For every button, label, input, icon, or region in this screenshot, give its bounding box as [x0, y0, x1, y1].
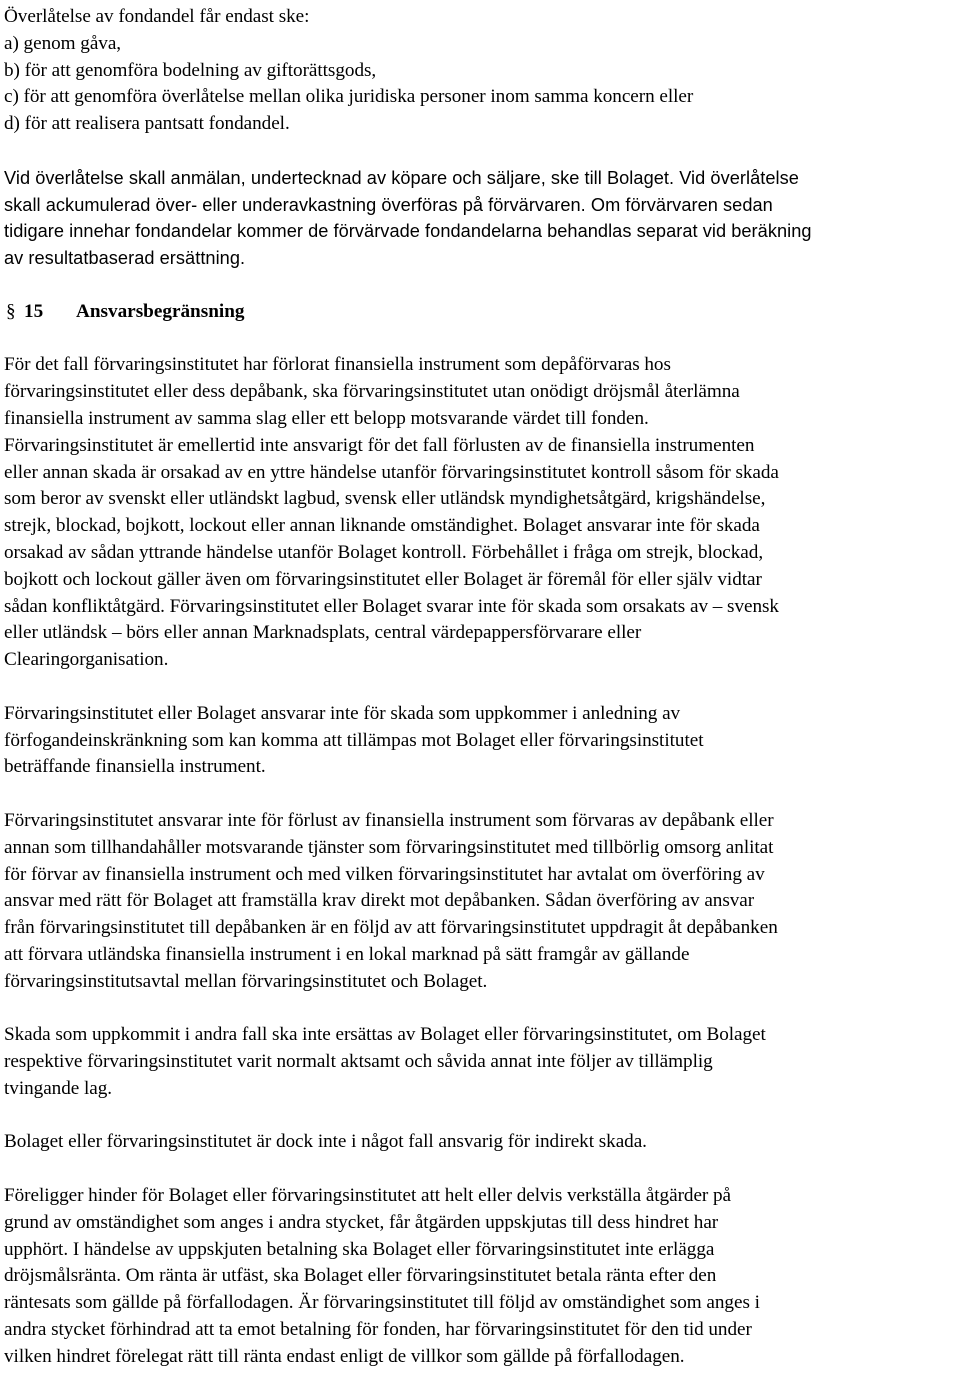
liability-paragraph-2	[4, 701, 956, 781]
paragraph-line: från förvaringsinstitutet till depåbanken är en följd av att förvaringsinstitutet uppdragit åt depåbanken	[4, 917, 778, 939]
list-item: b) för att genomföra bodelning av giftorättsgods,	[4, 59, 377, 81]
paragraph-gap	[4, 326, 956, 353]
paragraph-line: för förvar av finansiella instrument och med vilken förvaringsinstitutet har avtalat om överföring av	[4, 863, 765, 885]
section-number: 15	[24, 300, 44, 322]
paragraph-line: förvaringsinstitutet eller dess depåbank, ska förvaringsinstitutet utan onödigt dröjsmål återlämna	[4, 381, 740, 403]
paragraph-gap	[4, 1103, 956, 1130]
paragraph-line: räntesats som gällde på förfallodagen. Är förvaringsinstitutet till följd av omständighet som anges i	[4, 1292, 760, 1314]
paragraph-line: tvingande lag.	[4, 1077, 112, 1099]
paragraph-line: annan som tillhandahåller motsvarande tjänster som förvaringsinstitutet med tillbörlig omsorg anlitat	[4, 836, 774, 858]
paragraph-line: strejk, blockad, bojkott, lockout eller annan liknande omständighet. Bolaget ansvarar inte för skada	[4, 515, 760, 537]
paragraph-line: ansvar med rätt för Bolaget att framställa krav direkt mot depåbanken. Sådan överföring av ansvar	[4, 890, 755, 912]
liability-paragraph-3	[4, 808, 956, 996]
paragraph-line: tidigare innehar fondandelar kommer de förvärvade fondandelarna behandlas separat vid beräkning	[4, 221, 812, 242]
paragraph-line: Förvaringsinstitutet eller Bolaget ansvarar inte för skada som uppkommer i anledning av	[4, 702, 681, 724]
paragraph-line: Bolaget eller förvaringsinstitutet är dock inte i något fall ansvarig för indirekt skada.	[4, 1131, 647, 1153]
paragraph-line: respektive förvaringsinstitutet varit normalt aktsamt och såvida annat inte följer av tillämplig	[4, 1051, 713, 1073]
section-heading	[4, 299, 956, 326]
list-item: c) för att genomföra överlåtelse mellan olika juridiska personer inom samma koncern eller	[4, 86, 694, 108]
paragraph-gap	[4, 272, 956, 299]
paragraph-line: grund av omständighet som anges i andra stycket, får åtgärden uppskjutas till dess hindret har	[4, 1211, 719, 1233]
liability-paragraph-4	[4, 1022, 956, 1102]
paragraph-line: Clearingorganisation.	[4, 649, 169, 671]
paragraph-line: orsakad av sådan yttrande händelse utanför Bolaget kontroll. Förbehållet i fråga om strejk, blockad,	[4, 541, 764, 563]
paragraph-line: eller annan skada är orsakad av en yttre händelse utanför förvaringsinstitutet kontroll såsom för skada	[4, 461, 779, 483]
transfer-notice-paragraph	[4, 165, 956, 272]
paragraph-line: bojkott och lockout gäller även om förvaringsinstitutet eller Bolaget är föremål för eller själv vidtar	[4, 568, 762, 590]
paragraph-gap	[4, 995, 956, 1022]
paragraph-line: förfogandeinskränkning som kan komma att tillämpas mot Bolaget eller förvaringsinstitutet	[4, 729, 704, 751]
paragraph-line: sådan konfliktåtgärd. Förvaringsinstitutet eller Bolaget svarar inte för skada som orsakats av – svensk	[4, 595, 779, 617]
paragraph-line: upphört. I händelse av uppskjuten betalning ska Bolaget eller förvaringsinstitutet inte erlägga	[4, 1238, 715, 1260]
liability-paragraph-6	[4, 1183, 956, 1371]
paragraph-line: beträffande finansiella instrument.	[4, 756, 266, 778]
paragraph-line: Skada som uppkommit i andra fall ska inte ersättas av Bolaget eller förvaringsinstitutet, om Bolaget	[4, 1024, 766, 1046]
paragraph-gap	[4, 138, 956, 165]
paragraph-gap	[4, 674, 956, 701]
paragraph-line: som beror av svenskt eller utländskt lagbud, svensk eller utländsk myndighetsåtgärd, krigshändelse,	[4, 488, 766, 510]
paragraph-line: Vid överlåtelse skall anmälan, undertecknad av köpare och säljare, ske till Bolaget. Vid överlåtelse	[4, 167, 799, 188]
list-lead: Överlåtelse av fondandel får endast ske:	[4, 6, 310, 27]
paragraph-line: För det fall förvaringsinstitutet har förlorat finansiella instrument som depåförvaras hos	[4, 354, 671, 376]
paragraph-line: eller utländsk – börs eller annan Marknadsplats, central värdepappersförvarare eller	[4, 622, 642, 644]
section-symbol: §	[6, 300, 16, 322]
list-item: a) genom gåva,	[4, 32, 122, 54]
paragraph-line: vilken hindret förelegat rätt till ränta endast enligt de villkor som gällde på förfallodagen.	[4, 1345, 685, 1367]
liability-paragraph-5	[4, 1129, 956, 1156]
paragraph-line: förvaringsinstitutsavtal mellan förvaringsinstitutet och Bolaget.	[4, 970, 488, 992]
paragraph-gap	[4, 1156, 956, 1183]
paragraph-line: Förvaringsinstitutet är emellertid inte ansvarigt för det fall förlusten av de finansiella instrumenten	[4, 434, 755, 456]
paragraph-line: finansiella instrument av samma slag eller ett belopp motsvarande värdet till fonden.	[4, 407, 649, 429]
paragraph-line: dröjsmålsränta. Om ränta är utfäst, ska Bolaget eller förvaringsinstitutet betala ränta efter den	[4, 1265, 717, 1287]
paragraph-line: att förvara utländska finansiella instrument i en lokal marknad på sätt framgår av gällande	[4, 943, 690, 965]
paragraph-gap	[4, 781, 956, 808]
paragraph-line: av resultatbaserad ersättning.	[4, 248, 246, 269]
document-page	[4, 4, 956, 1371]
paragraph-line: Föreligger hinder för Bolaget eller förvaringsinstitutet att helt eller delvis verkställa åtgärder på	[4, 1185, 732, 1207]
transfer-conditions-list	[4, 4, 956, 138]
section-title: Ansvarsbegränsning	[76, 300, 245, 322]
liability-paragraph-1	[4, 352, 956, 674]
paragraph-line: skall ackumulerad över- eller underavkastning överföras på förvärvaren. Om förvärvaren sedan	[4, 194, 773, 215]
paragraph-line: Förvaringsinstitutet ansvarar inte för förlust av finansiella instrument som förvaras av depåbank eller	[4, 809, 774, 831]
paragraph-line: andra stycket förhindrad att ta emot betalning för fonden, har förvaringsinstitutet för den tid under	[4, 1319, 752, 1341]
list-item: d) för att realisera pantsatt fondandel.	[4, 113, 290, 135]
